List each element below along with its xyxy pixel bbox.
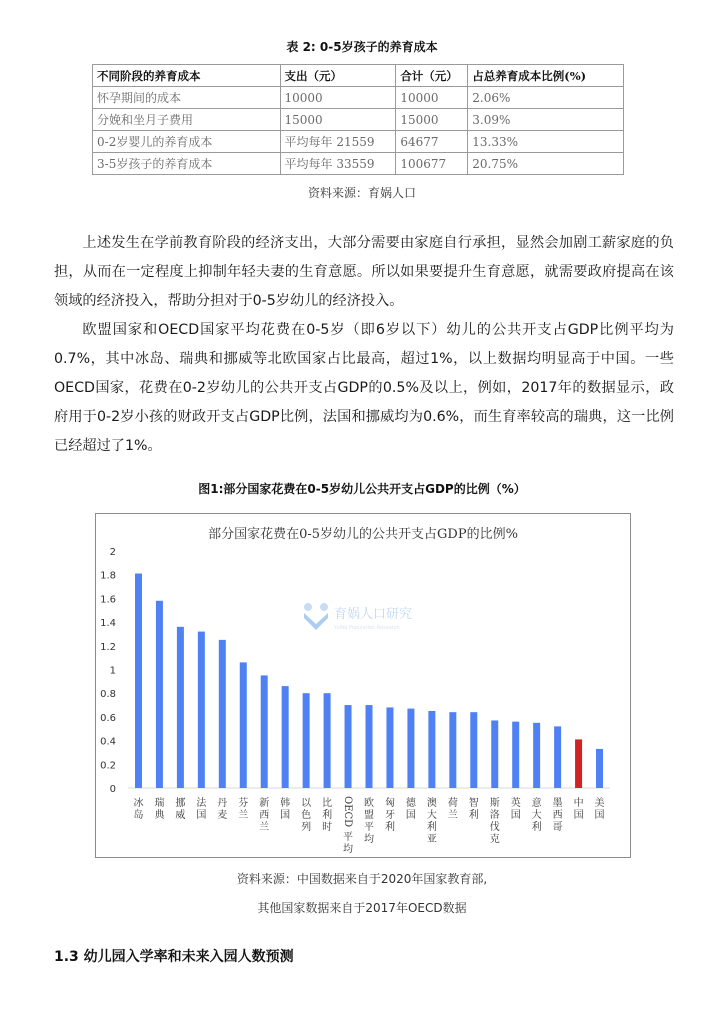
bar [282, 686, 289, 788]
x-tick-label [238, 796, 248, 821]
table-cell: 平均每年 21559 [280, 131, 396, 153]
bar-chart-frame [95, 513, 631, 858]
body-text [54, 229, 674, 461]
svg-text:亚: 亚 [426, 834, 437, 845]
x-tick-label [196, 796, 207, 821]
bar [449, 712, 456, 788]
svg-text:芬: 芬 [238, 798, 249, 809]
svg-text:国: 国 [405, 810, 416, 821]
chart-title: 部分国家花费在0-5岁幼儿的公共开支占GDP的比例% [208, 527, 518, 542]
svg-text:大: 大 [531, 810, 542, 821]
svg-text:瑞: 瑞 [154, 798, 165, 809]
table-row [93, 109, 624, 131]
x-axis-labels [133, 796, 604, 855]
svg-text:意: 意 [531, 798, 542, 809]
svg-text:丹: 丹 [217, 798, 228, 809]
x-tick-label [574, 796, 584, 821]
svg-text:威: 威 [175, 810, 186, 821]
bar [470, 712, 477, 788]
table-source: 资料来源：育娲人口 [307, 186, 416, 200]
bar [491, 720, 498, 788]
x-tick-label [532, 797, 542, 833]
svg-text:斯: 斯 [489, 798, 500, 809]
y-tick-label: 0.8 [100, 689, 116, 701]
svg-text:国: 国 [196, 810, 207, 821]
x-tick-label [301, 797, 312, 833]
x-tick-label [322, 796, 332, 833]
svg-text:兰: 兰 [447, 810, 458, 821]
svg-text:哥: 哥 [552, 822, 563, 833]
svg-text:智: 智 [468, 798, 479, 809]
svg-text:大: 大 [426, 810, 437, 821]
bar [198, 632, 205, 788]
watermark-subtext: YuWa Population Research [334, 625, 400, 631]
x-tick-label [364, 796, 374, 845]
x-tick-label [469, 796, 479, 821]
cost-table [92, 64, 624, 175]
section-heading: 1.3 幼儿园入学率和未来入园人数预测 [54, 949, 294, 965]
table-cell: 平均每年 33559 [280, 153, 396, 175]
x-tick-label [595, 796, 605, 821]
x-tick-label [490, 796, 500, 845]
x-tick-label [406, 796, 417, 821]
bar [366, 705, 373, 788]
x-tick-label [342, 796, 353, 855]
svg-text:墨: 墨 [552, 798, 563, 809]
paragraph: 上述发生在学前教育阶段的经济支出，大部分需要由家庭自行承担，显然会加剧工薪家庭的负担，从而在一定程度上抑制年轻夫妻的生育意愿。所以如果要提升生育意愿，就需要政府提高在该领域的经济投入，帮助分担对于0-5岁幼儿的经济投入。 [54, 235, 674, 309]
x-tick-label [427, 796, 437, 845]
bar [219, 640, 226, 788]
bar [407, 709, 414, 788]
bar [240, 662, 247, 788]
bar [303, 693, 310, 788]
svg-text:利: 利 [531, 822, 542, 833]
y-tick-label: 0.6 [100, 712, 116, 724]
table-header-cell: 占总养育成本比例(%) [468, 65, 624, 87]
svg-text:岛: 岛 [133, 810, 144, 821]
svg-text:冰: 冰 [133, 798, 144, 809]
svg-text:时: 时 [322, 822, 333, 833]
svg-text:色: 色 [301, 810, 312, 821]
svg-text:利: 利 [426, 822, 437, 833]
table-row [93, 153, 624, 175]
watermark-text: 育娲人口研究 [334, 607, 413, 622]
table-cell: 100677 [396, 153, 468, 175]
svg-text:利: 利 [384, 822, 395, 833]
svg-text:均: 均 [364, 834, 374, 845]
bar-series [135, 574, 603, 788]
svg-text:平: 平 [364, 822, 374, 833]
svg-text:利: 利 [322, 810, 333, 821]
svg-text:匈: 匈 [384, 798, 395, 809]
svg-text:平: 平 [343, 832, 354, 843]
table-cell: 2.06% [468, 87, 624, 109]
paragraph: 欧盟国家和OECD国家平均花费在0-5岁（即6岁以下）幼儿的公共开支占GDP比例平均为0.7%，其中冰岛、瑞典和挪威等北欧国家占比最高，超过1%，以上数据均明显高于中国。一些OECD国家，花费在0-2岁幼儿的公共开支占GDP的0.5%及以上，例如，2017年的数据显示，政府用于0-2岁小孩的财政开支占GDP比例，法国和挪威均为0.6%，而生育率较高的瑞典，这一比例已经超过了1%。 [54, 322, 674, 454]
bar [135, 574, 142, 788]
svg-text:均: 均 [343, 844, 354, 855]
table-cell: 15000 [280, 109, 396, 131]
table-row [93, 87, 624, 109]
svg-text:麦: 麦 [217, 810, 228, 821]
y-tick-label: 1.4 [100, 618, 116, 630]
svg-text:国: 国 [280, 810, 291, 821]
svg-text:洛: 洛 [489, 810, 500, 821]
table-cell: 3.09% [468, 109, 624, 131]
bar [428, 711, 435, 788]
table-cell: 0-2岁婴儿的养育成本 [93, 131, 281, 153]
table-row [93, 131, 624, 153]
svg-text:牙: 牙 [384, 810, 395, 821]
svg-text:韩: 韩 [280, 798, 291, 809]
table-cell: 20.75% [468, 153, 624, 175]
svg-text:利: 利 [468, 810, 479, 821]
svg-text:伐: 伐 [489, 822, 500, 833]
y-tick-label: 0.2 [100, 760, 116, 772]
table-cell: 15000 [396, 109, 468, 131]
table-cell: 10000 [280, 87, 396, 109]
x-tick-label [133, 796, 143, 821]
table-caption: 表 2: 0-5岁孩子的养育成本 [286, 40, 438, 54]
svg-text:国: 国 [594, 810, 605, 821]
x-tick-label [385, 796, 395, 833]
y-tick-label: 1.2 [100, 641, 116, 653]
table-cell: 分娩和坐月子费用 [93, 109, 281, 131]
svg-text:新: 新 [259, 798, 270, 809]
svg-text:典: 典 [154, 810, 165, 821]
bar [156, 601, 163, 788]
x-tick-label [511, 796, 521, 821]
svg-text:西: 西 [552, 810, 563, 821]
table-header-row [93, 65, 624, 87]
table-cell: 10000 [396, 87, 468, 109]
y-tick-label: 0.4 [100, 736, 116, 748]
table-cell: 13.33% [468, 131, 624, 153]
x-tick-label [175, 796, 185, 821]
x-tick-label [448, 796, 458, 821]
svg-text:澳: 澳 [426, 798, 437, 809]
figure-source-line1: 资料来源：中国数据来自于2020年国家教育部, [236, 872, 488, 886]
svg-text:荷: 荷 [447, 798, 458, 809]
svg-text:克: 克 [489, 834, 500, 845]
svg-text:比: 比 [322, 798, 333, 809]
y-tick-label: 1.8 [100, 570, 116, 582]
svg-text:国: 国 [510, 810, 521, 821]
table-cell: 3-5岁孩子的养育成本 [93, 153, 281, 175]
table-header-cell: 不同阶段的养育成本 [93, 65, 281, 87]
svg-text:欧: 欧 [364, 798, 374, 809]
svg-text:OECD: OECD [342, 796, 354, 828]
bar [177, 627, 184, 788]
bar [596, 749, 603, 788]
svg-text:以: 以 [301, 798, 312, 809]
y-tick-label: 1 [109, 665, 116, 677]
svg-text:列: 列 [301, 822, 312, 833]
table-cell: 64677 [396, 131, 468, 153]
y-tick-label: 0 [109, 784, 116, 795]
bar [261, 675, 268, 788]
x-tick-label [154, 796, 165, 821]
table-header-cell: 支出（元） [280, 65, 396, 87]
svg-text:法: 法 [196, 798, 207, 809]
figure-source-line2: 其他国家数据来自于2017年OECD数据 [257, 901, 467, 915]
svg-text:美: 美 [594, 798, 605, 809]
svg-text:挪: 挪 [175, 798, 186, 809]
svg-text:兰: 兰 [238, 810, 249, 821]
table-cell: 怀孕期间的成本 [93, 87, 281, 109]
bar [533, 723, 540, 788]
bar [386, 707, 393, 788]
bar [345, 705, 352, 788]
y-tick-label: 1.6 [100, 594, 116, 606]
x-tick-label [259, 797, 269, 833]
x-tick-label [553, 797, 563, 833]
x-tick-label [280, 796, 290, 821]
x-tick-label [217, 797, 227, 821]
svg-text:英: 英 [510, 798, 521, 809]
bar [512, 722, 519, 788]
svg-text:西: 西 [259, 810, 270, 821]
y-tick-label: 2 [109, 547, 116, 558]
bar-chart [96, 514, 630, 857]
svg-text:德: 德 [405, 798, 416, 809]
svg-text:兰: 兰 [259, 822, 270, 833]
watermark-logo [304, 603, 412, 631]
svg-text:中: 中 [573, 798, 584, 809]
bar [575, 739, 582, 788]
svg-text:国: 国 [573, 810, 584, 821]
bar [554, 726, 561, 788]
bar [324, 693, 331, 788]
figure-caption: 图1:部分国家花费在0-5岁幼儿公共开支占GDP的比例（%） [198, 482, 526, 496]
svg-text:盟: 盟 [364, 810, 374, 821]
table-header-cell: 合计（元） [396, 65, 468, 87]
logo-icon [304, 603, 328, 630]
